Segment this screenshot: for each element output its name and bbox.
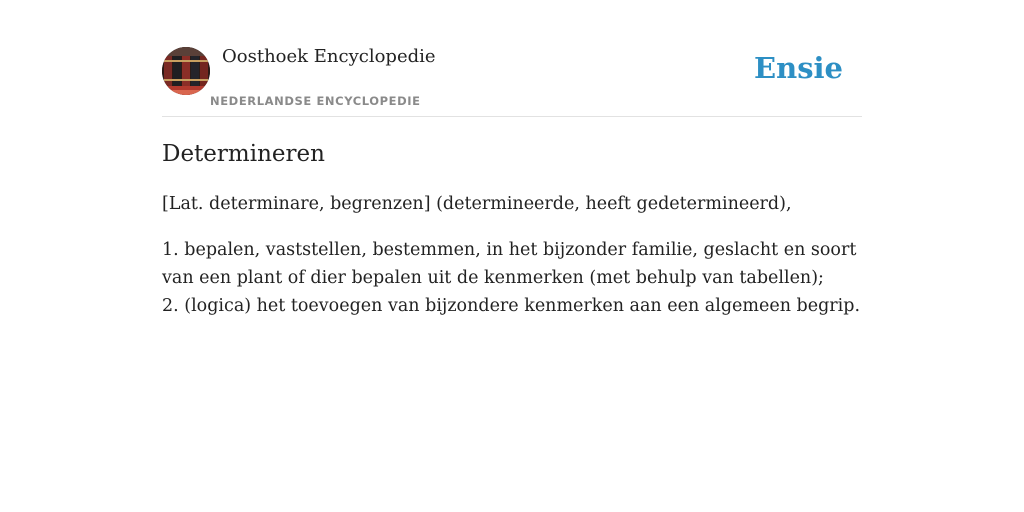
entry-title: Determineren — [162, 141, 325, 167]
site-subtitle: NEDERLANDSE ENCYCLOPEDIE — [210, 94, 421, 108]
definition-item: 1. bepalen, vaststellen, bestemmen, in het bijzonder familie, geslacht en soort van een plant of dier bepalen uit de kenmerken (met behulp van tabellen); — [162, 240, 857, 288]
definition-item: 2. (logica) het toevoegen van bijzondere kenmerken aan een algemeen begrip. — [162, 296, 861, 316]
ensie-logo-link[interactable]: Ensie — [754, 51, 843, 85]
entry-etymology: [Lat. determinare, begrenzen] (determineerde, heeft gedetermineerd), — [162, 194, 792, 214]
entry-definitions — [162, 236, 862, 320]
site-title[interactable]: Oosthoek Encyclopedie — [222, 46, 436, 67]
site-header — [162, 40, 862, 117]
encyclopedia-books-icon[interactable] — [162, 47, 210, 95]
entry-content — [162, 138, 862, 320]
